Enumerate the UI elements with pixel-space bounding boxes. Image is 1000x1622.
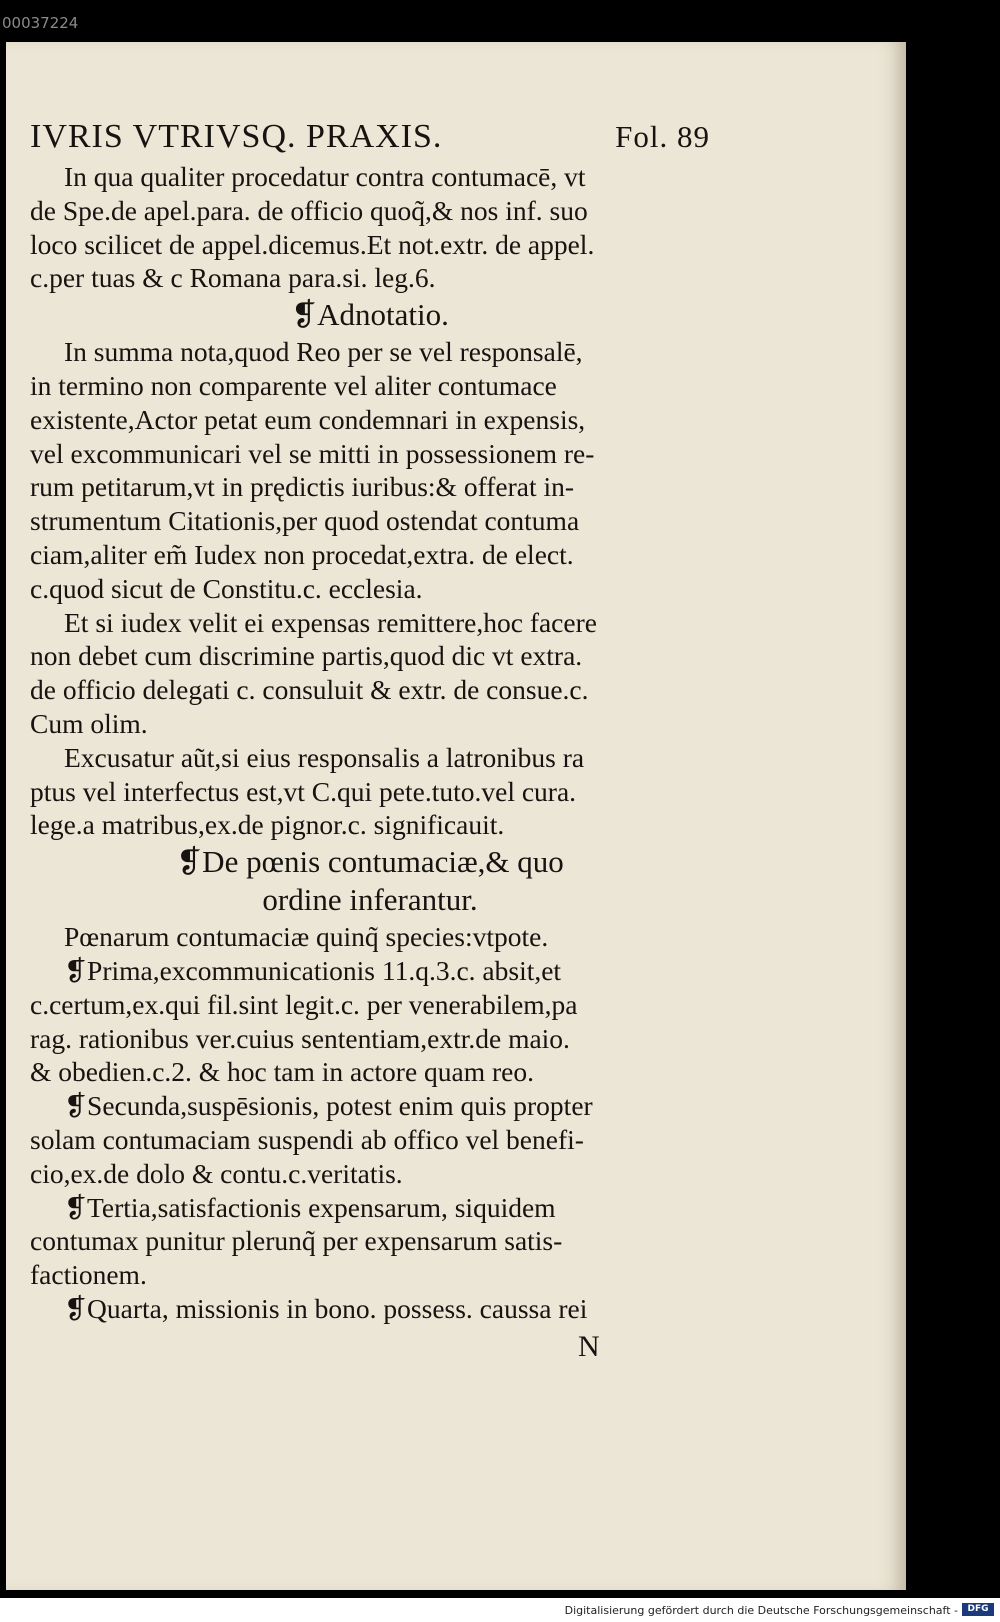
text-line: strumentum Citationis,per quod ostendat contuma xyxy=(30,505,580,537)
page-text xyxy=(30,118,710,1364)
section-heading: ordine inferantur. xyxy=(262,882,478,918)
text-line: ❡Secunda,suspēsionis, potest enim quis propter xyxy=(64,1090,593,1122)
running-title: IVRIS VTRIVSQ. PRAXIS. xyxy=(30,118,443,155)
text-line: rag. rationibus ver.cuius sententiam,extr.de maio. xyxy=(30,1022,570,1054)
text-line: In summa nota,quod Reo per se vel responsalē, xyxy=(64,336,583,368)
text-line: ❡Prima,excommunicationis 11.q.3.c. absit,et xyxy=(64,954,562,986)
text-line: solam contumaciam suspendi ab offico vel benefi- xyxy=(30,1123,584,1155)
text-line: c.quod sicut de Constitu.c. ecclesia. xyxy=(30,572,423,604)
text-line: lege.a matribus,ex.de pignor.c. significauit. xyxy=(30,809,505,841)
text-line: Et si iudex velit ei expensas remittere,hoc facere xyxy=(64,606,597,638)
book-page xyxy=(6,42,906,1590)
signature-mark: N xyxy=(578,1329,600,1363)
text-line: vel excommunicari vel se mitti in possessionem re- xyxy=(30,437,595,469)
text-line: Pœnarum contumaciæ quinq̃ species:vtpote. xyxy=(64,921,549,953)
text-line: c.certum,ex.qui fil.sint legit.c. per venerabilem,pa xyxy=(30,988,578,1020)
text-line: existente,Actor petat eum condemnari in expensis, xyxy=(30,403,586,435)
text-line: de officio delegati c. consuluit & extr. de consue.c. xyxy=(30,674,589,706)
text-line: ptus vel interfectus est,vt C.qui pete.tuto.vel cura. xyxy=(30,775,577,807)
running-header xyxy=(30,118,710,156)
section-heading: ❡Adnotatio. xyxy=(291,297,449,333)
text-line: factionem. xyxy=(30,1259,147,1291)
text-line: in termino non comparente vel aliter contumace xyxy=(30,369,557,401)
digitization-credit: Digitalisierung gefördert durch die Deutsche Forschungsgemeinschaft - xyxy=(564,1604,958,1617)
text-line: ❡Tertia,satisfactionis expensarum, siquidem xyxy=(64,1191,556,1223)
text-line: contumax punitur plerunq̃ per expensarum satis- xyxy=(30,1225,563,1257)
text-line: Cum olim. xyxy=(30,707,148,739)
text-line: In qua qualiter procedatur contra contumacē, vt xyxy=(64,161,586,192)
text-line: & obedien.c.2. & hoc tam in actore quam reo. xyxy=(30,1056,534,1088)
text-line: rum petitarum,vt in prędictis iuribus:& offerat in- xyxy=(30,471,575,503)
text-line: cio,ex.de dolo & contu.c.veritatis. xyxy=(30,1157,403,1189)
dfg-logo: DFG xyxy=(962,1603,994,1616)
folio-number: Fol. 89 xyxy=(615,119,710,154)
text-line: c.per tuas & c Romana para.si. leg.6. xyxy=(30,262,436,294)
text-line: ciam,aliter em̃ Iudex non procedat,extra. de elect. xyxy=(30,538,574,570)
text-line: Excusatur aũt,si eius responsalis a latronibus ra xyxy=(64,741,585,773)
text-line: ❡Quarta, missionis in bono. possess. caussa rei xyxy=(64,1292,588,1324)
scan-id: 00037224 xyxy=(2,14,79,32)
text-line: de Spe.de apel.para. de officio quoq̃,& nos inf. suo xyxy=(30,194,588,226)
section-heading: ❡De pœnis contumaciæ,& quo xyxy=(176,844,564,880)
text-line: loco scilicet de appel.dicemus.Et not.extr. de appel. xyxy=(30,228,595,260)
text-line: non debet cum discrimine partis,quod dic vt extra. xyxy=(30,640,583,672)
body-text xyxy=(30,160,710,1326)
